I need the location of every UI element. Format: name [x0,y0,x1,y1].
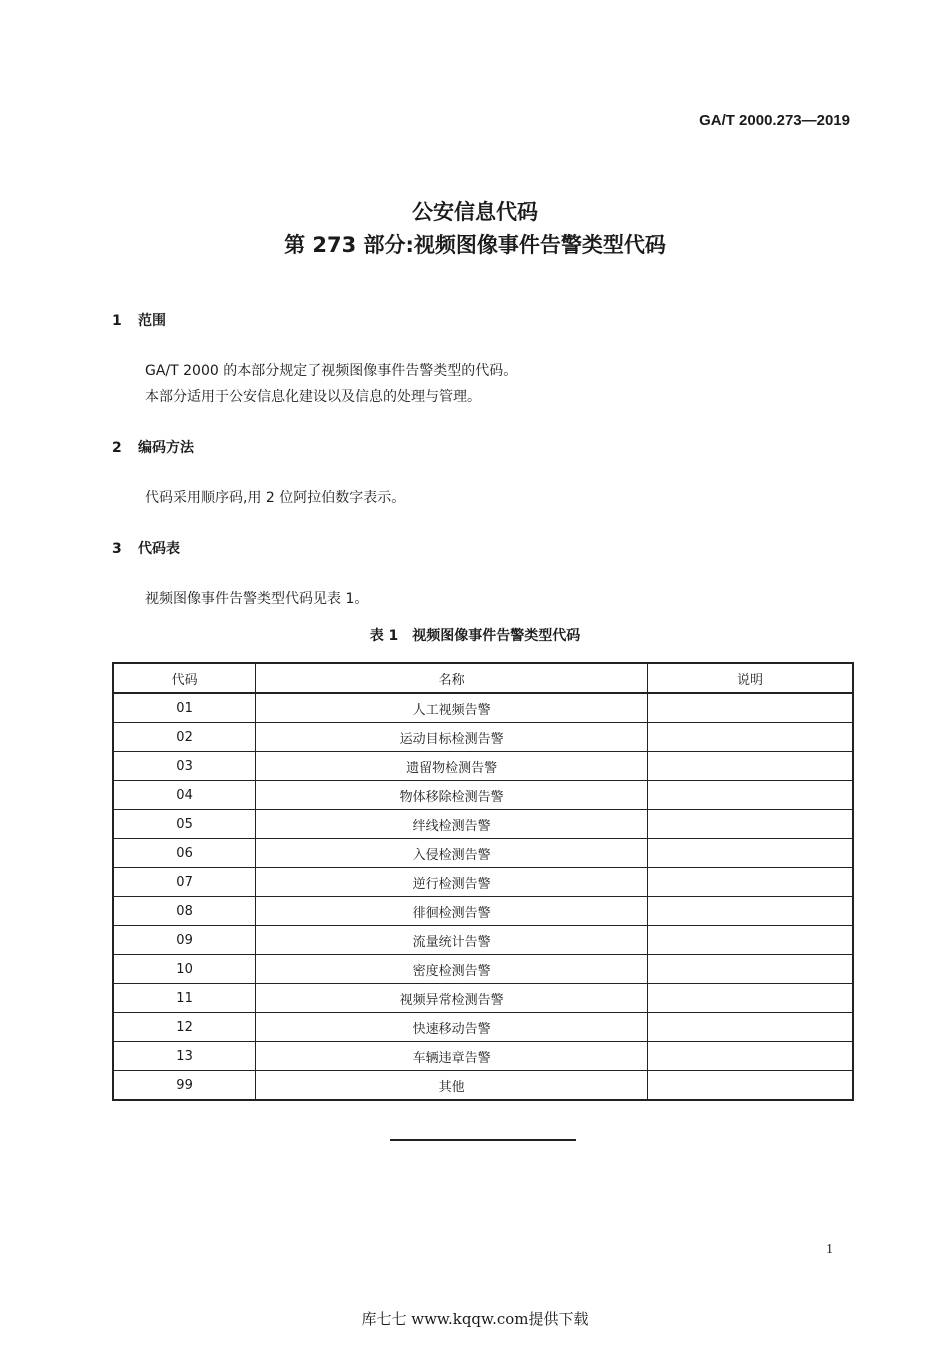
code-cell: 11 [113,984,256,1013]
note-cell [648,955,853,984]
code-cell: 08 [113,897,256,926]
code-cell: 03 [113,752,256,781]
table-row [113,693,853,723]
table-row [113,839,853,868]
name-cell: 人工视频告警 [256,693,648,723]
code-cell: 02 [113,723,256,752]
note-cell [648,984,853,1013]
table-row [113,810,853,839]
section-number: 1 [112,313,122,329]
name-cell: 视频异常检测告警 [256,984,648,1013]
table-header-row [113,663,853,693]
section-heading-coding-method [112,437,194,457]
note-cell [648,781,853,810]
code-cell: 09 [113,926,256,955]
code-cell: 06 [113,839,256,868]
note-cell [648,693,853,723]
note-cell [648,868,853,897]
name-cell: 快速移动告警 [256,1013,648,1042]
table-row [113,1071,853,1101]
table-row [113,868,853,897]
note-cell [648,926,853,955]
name-cell: 流量统计告警 [256,926,648,955]
note-cell [648,723,853,752]
paragraph: 代码采用顺序码,用 2 位阿拉伯数字表示。 [145,490,406,506]
name-cell: 入侵检测告警 [256,839,648,868]
name-cell: 运动目标检测告警 [256,723,648,752]
section-number: 2 [112,440,122,456]
name-cell: 绊线检测告警 [256,810,648,839]
section-number: 3 [112,541,122,557]
column-header-name: 名称 [256,663,648,693]
document-title: 公安信息代码 [412,200,538,224]
table-row [113,897,853,926]
name-cell: 徘徊检测告警 [256,897,648,926]
name-cell: 遗留物检测告警 [256,752,648,781]
name-cell: 逆行检测告警 [256,868,648,897]
table-row [113,926,853,955]
paragraph: GA/T 2000 的本部分规定了视频图像事件告警类型的代码。 [145,363,518,379]
name-cell: 车辆违章告警 [256,1042,648,1071]
note-cell [648,752,853,781]
table-row [113,984,853,1013]
code-cell: 10 [113,955,256,984]
note-cell [648,897,853,926]
note-cell [648,1042,853,1071]
note-cell [648,1013,853,1042]
code-cell: 07 [113,868,256,897]
page-number: 1 [826,1242,833,1257]
table-row [113,723,853,752]
table-row [113,955,853,984]
table-row [113,1013,853,1042]
note-cell [648,839,853,868]
code-table [112,662,854,1101]
section-title: 范围 [138,313,166,329]
section-heading-scope [112,310,166,330]
note-cell [648,810,853,839]
name-cell: 其他 [256,1071,648,1101]
code-cell: 05 [113,810,256,839]
name-cell: 密度检测告警 [256,955,648,984]
end-rule [390,1139,576,1141]
column-header-note: 说明 [648,663,853,693]
column-header-code: 代码 [113,663,256,693]
section-heading-code-table [112,538,180,558]
table-caption: 表 1 视频图像事件告警类型代码 [369,628,581,644]
section-title: 编码方法 [138,440,194,456]
code-cell: 01 [113,693,256,723]
download-footer: 库七七 www.kqqw.com提供下载 [361,1310,589,1328]
paragraph: 本部分适用于公安信息化建设以及信息的处理与管理。 [145,389,481,405]
code-cell: 04 [113,781,256,810]
code-cell: 99 [113,1071,256,1101]
code-cell: 13 [113,1042,256,1071]
code-cell: 12 [113,1013,256,1042]
name-cell: 物体移除检测告警 [256,781,648,810]
table-row [113,1042,853,1071]
note-cell [648,1071,853,1101]
table-row [113,781,853,810]
standard-number: GA/T 2000.273—2019 [699,112,850,129]
table-row [113,752,853,781]
document-subtitle: 第 273 部分:视频图像事件告警类型代码 [284,233,666,257]
paragraph: 视频图像事件告警类型代码见表 1。 [145,591,369,607]
section-title: 代码表 [138,541,180,557]
